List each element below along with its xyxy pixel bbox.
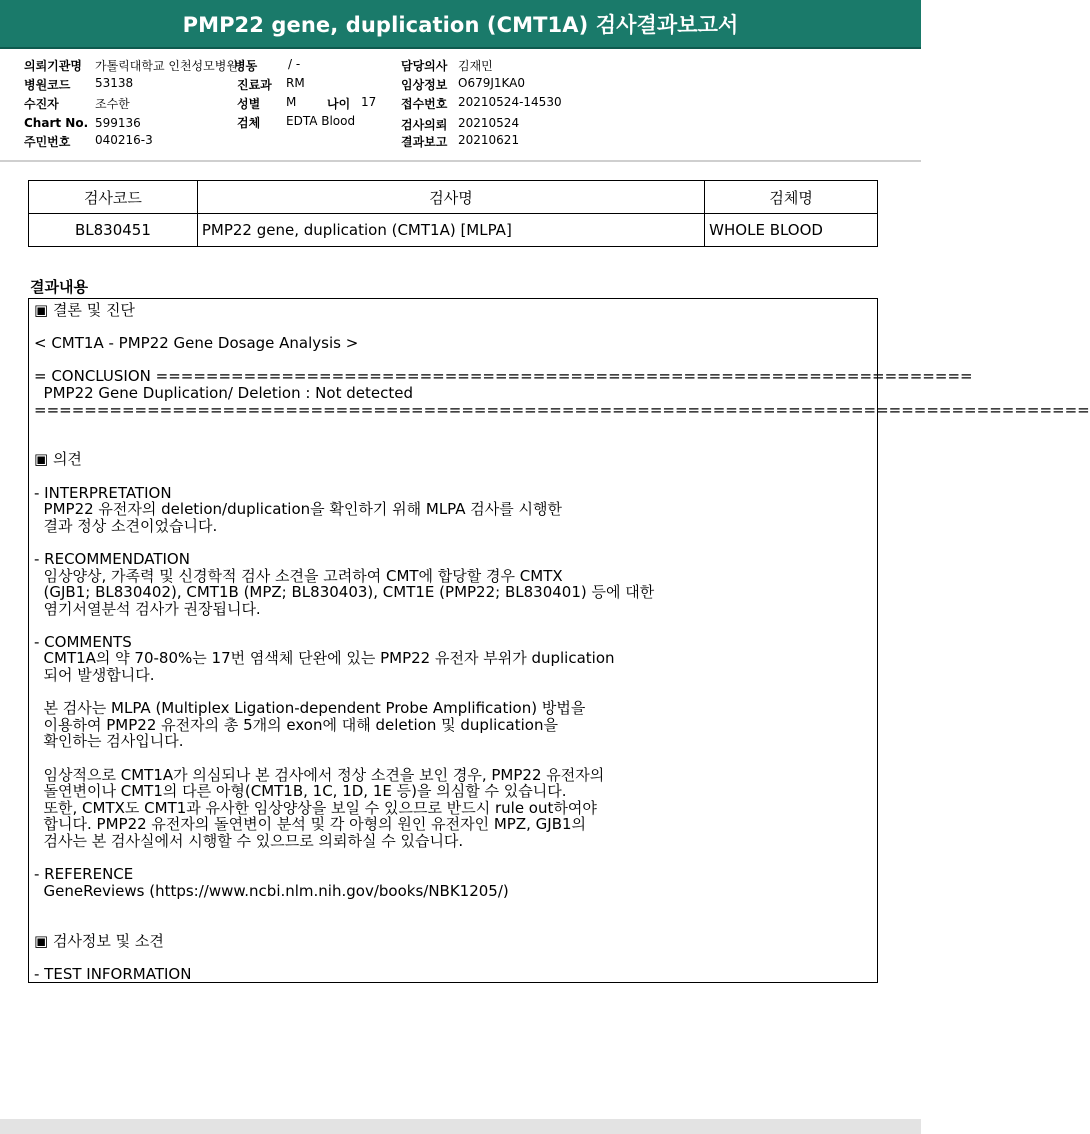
institution-label: 의뢰기관명 bbox=[24, 59, 82, 73]
request-label: 검사의뢰 bbox=[401, 118, 448, 132]
patient-info bbox=[0, 55, 921, 155]
specimen-value: EDTA Blood bbox=[286, 114, 356, 128]
results-text: ▣ 결론 및 진단 < CMT1A - PMP22 Gene Dosage Analysis > = CONCLUSION ================================================================= PMP22 Gene Duplication/ Deletion : Not detected ==================================================================================== ▣ 의견 - INTERPRETATION PMP22 유전자의 deletion/duplication을 확인하기 위해 MLPA 검사를 시행한 결과 정상 소견이었습니다. - RECOMMENDATION 임상양상, 가족력 및 신경학적 검사 소견을 고려하여 CMT에 합당할 경우 CMTX (GJB1; BL830402), CMT1B (MPZ; BL830403), CMT1E (PMP22; BL830401) 등에 대한 염기서열분석 검사가 권장됩니다. - COMMENTS CMT1A의 약 70-80%는 17번 염색체 단완에 있는 PMP22 유전자 부위가 duplication 되어 발생합니다. 본 검사는 MLPA (Multiplex Ligation-dependent Probe Amplification) 방법을 이용하여 PMP22 유전자의 총 5개의 exon에 대해 deletion 및 duplication을 확인하는 검사입니다. 임상적으로 CMT1A가 의심되나 본 검사에서 정상 소견을 보인 경우, PMP22 유전자의 돌연변이나 CMT1의 다른 아형(CMT1B, 1C, 1D, 1E 등)을 의심할 수 있습니다. 또한, CMTX도 CMT1과 유사한 임상양상을 보일 수 있으므로 반드시 rule out하여야 합니다. PMP22 유전자의 돌연변이 분석 및 각 아형의 원인 유전자인 MPZ, GJB1의 검사는 본 검사실에서 시행할 수 있으므로 의뢰하실 수 있습니다. - REFERENCE GeneReviews (https://www.ncbi.nlm.nih.gov/books/NBK1205/) ▣ 검사정보 및 소견 - TEST INFORMATION bbox=[34, 301, 1090, 983]
request-value: 20210524 bbox=[458, 116, 520, 130]
report-title: PMP22 gene, duplication (CMT1A) 검사결과보고서 bbox=[0, 0, 921, 49]
report-date-label: 결과보고 bbox=[401, 135, 448, 149]
table-header-row bbox=[29, 181, 878, 214]
results-title: 결과내용 bbox=[30, 278, 88, 296]
cell-test-code: BL830451 bbox=[29, 214, 198, 247]
age-value: 17 bbox=[361, 95, 377, 109]
header-test-code: 검사코드 bbox=[29, 181, 198, 214]
horizontal-scrollbar[interactable] bbox=[0, 1119, 921, 1134]
dept-label: 진료과 bbox=[237, 78, 272, 92]
clinical-info-value: O679J1KA0 bbox=[458, 76, 526, 90]
doctor-label: 담당의사 bbox=[401, 59, 448, 73]
sex-value: M bbox=[286, 95, 297, 109]
cell-test-name: PMP22 gene, duplication (CMT1A) [MLPA] bbox=[197, 214, 704, 247]
age-label: 나이 bbox=[327, 97, 351, 111]
patient-value: 조수한 bbox=[95, 97, 130, 111]
cell-specimen-name: WHOLE BLOOD bbox=[705, 214, 878, 247]
results-box[interactable] bbox=[28, 298, 1090, 983]
report-date-value: 20210621 bbox=[458, 133, 520, 147]
dept-value: RM bbox=[286, 76, 305, 90]
doctor-value: 김재민 bbox=[458, 59, 493, 73]
header-test-name: 검사명 bbox=[197, 181, 704, 214]
patient-label: 수진자 bbox=[24, 97, 59, 111]
id-label: 주민번호 bbox=[24, 135, 71, 149]
receipt-value: 20210524-14530 bbox=[458, 95, 562, 109]
test-table bbox=[28, 180, 878, 247]
ward-label: 병동 bbox=[234, 59, 258, 73]
receipt-label: 접수번호 bbox=[401, 97, 448, 111]
chart-value: 599136 bbox=[95, 116, 141, 130]
hospital-code-value: 53138 bbox=[95, 76, 134, 90]
header-specimen-name: 검체명 bbox=[705, 181, 878, 214]
hospital-code-label: 병원코드 bbox=[24, 78, 71, 92]
institution-value: 가톨릭대학교 인천성모병원 bbox=[95, 59, 238, 73]
sex-label: 성별 bbox=[237, 97, 261, 111]
table-row bbox=[29, 214, 878, 247]
header-divider bbox=[0, 160, 921, 162]
id-value: 040216-3 bbox=[95, 133, 153, 147]
clinical-info-label: 임상정보 bbox=[401, 78, 448, 92]
chart-label: Chart No. bbox=[24, 116, 89, 130]
ward-value: / - bbox=[288, 57, 301, 71]
specimen-label: 검체 bbox=[237, 116, 261, 130]
